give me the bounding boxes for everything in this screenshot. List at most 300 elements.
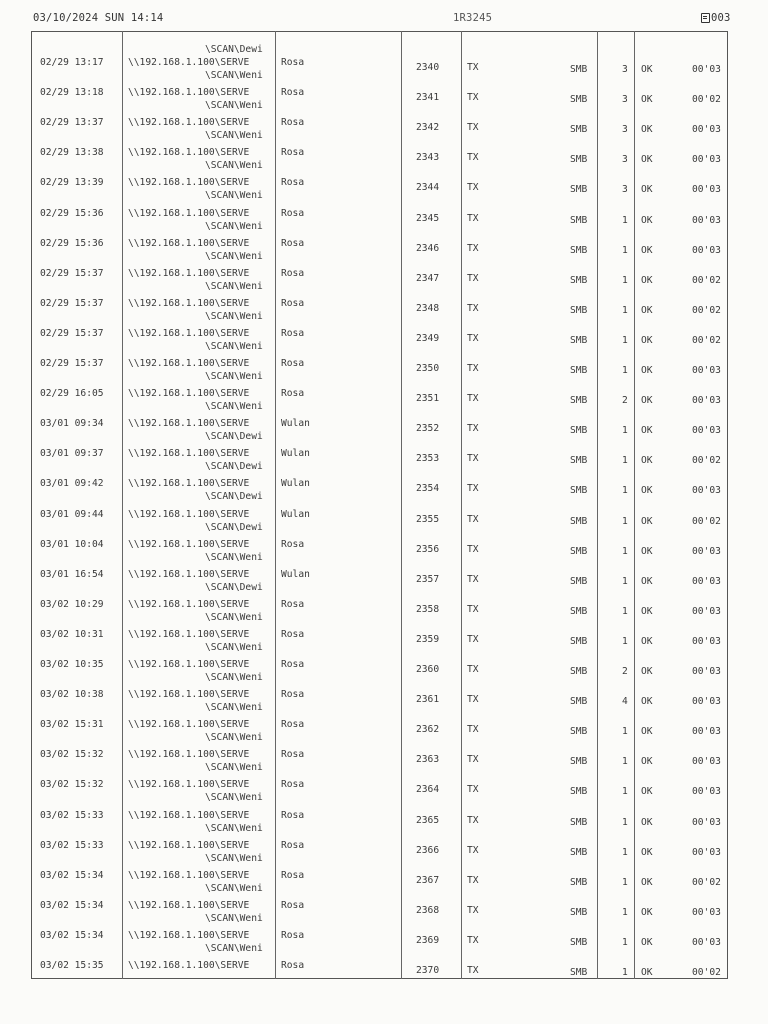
scan-folder: \SCAN\Dewi [205,461,263,473]
log-protocol: SMB [570,244,588,256]
log-server-path: \\192.168.1.100\SERVE [128,297,250,309]
log-result: OK [641,515,653,527]
log-user-name: Wulan [281,448,310,460]
log-date: 03/01 09:44 [40,508,104,520]
log-type: TX [467,332,479,344]
log-protocol: SMB [570,184,588,196]
log-result: OK [641,846,653,858]
log-job-number: 2350 [416,363,440,374]
log-duration: 00'03 [692,365,721,376]
log-pages: 1 [622,605,628,617]
log-result: OK [641,575,653,587]
log-duration: 00'03 [692,124,721,136]
log-date: 03/01 09:34 [40,418,104,430]
log-date: 02/29 16:05 [40,388,104,400]
log-type: TX [467,152,479,164]
log-user-name: Rosa [281,659,305,670]
log-result: OK [641,455,653,467]
log-result: OK [641,154,653,166]
log-duration: 00'02 [692,455,721,467]
scan-folder: \SCAN\Weni [205,822,263,834]
scan-folder: \SCAN\Weni [205,762,263,774]
log-result: OK [641,244,653,256]
log-pages: 1 [622,906,628,918]
log-type: TX [467,363,479,374]
log-protocol: SMB [570,425,588,437]
log-job-number: 2342 [416,122,440,134]
log-job-number: 2358 [416,603,440,615]
log-protocol: SMB [570,274,588,286]
log-user-name: Rosa [281,388,305,400]
log-protocol: SMB [570,816,588,828]
log-duration: 00'03 [692,696,721,708]
log-server-path: \\192.168.1.100\SERVE [128,809,250,821]
log-result: OK [641,214,653,226]
log-job-number: 2345 [416,212,440,224]
log-job-number: 2347 [416,272,440,284]
log-server-path: \\192.168.1.100\SERVE [128,659,250,670]
log-type: TX [467,904,479,916]
log-pages: 1 [622,575,628,587]
log-protocol: SMB [570,786,588,798]
log-type: TX [467,423,479,435]
log-pages: 3 [622,64,628,75]
log-user-name: Rosa [281,899,305,911]
log-type: TX [467,664,479,675]
log-job-number: 2346 [416,242,440,254]
log-job-number: 2369 [416,934,440,946]
log-server-path: \\192.168.1.100\SERVE [128,117,250,129]
log-result: OK [641,425,653,437]
log-server-path: \\192.168.1.100\SERVE [128,358,250,369]
log-result: OK [641,666,653,677]
log-date: 03/02 10:38 [40,689,104,701]
scan-folder: \SCAN\Weni [205,732,263,744]
log-result: OK [641,876,653,888]
scan-folder: \SCAN\Dewi [205,521,263,533]
log-duration: 00'03 [692,214,721,226]
log-user-name: Rosa [281,297,305,309]
log-type: TX [467,633,479,645]
log-protocol: SMB [570,696,588,708]
scan-folder: \SCAN\Weni [205,280,263,292]
log-protocol: SMB [570,906,588,918]
scan-folder: \SCAN\Weni [205,702,263,714]
scan-folder: \SCAN\Dewi [205,491,263,503]
log-date: 02/29 13:17 [40,57,104,68]
scan-folder: \SCAN\Weni [205,641,263,653]
scan-folder: \SCAN\Dewi [205,431,263,443]
log-date: 03/02 15:32 [40,779,104,791]
log-job-number: 2362 [416,724,440,736]
column-divider [275,31,276,979]
log-date: 02/29 13:18 [40,87,104,99]
log-server-path: \\192.168.1.100\SERVE [128,869,250,881]
log-type: TX [467,724,479,736]
log-user-name: Rosa [281,538,305,550]
log-protocol: SMB [570,485,588,497]
log-job-number: 2370 [416,965,440,976]
log-date: 03/02 15:34 [40,869,104,881]
column-divider [122,31,123,979]
log-user-name: Wulan [281,508,310,520]
log-pages: 2 [622,395,628,407]
log-job-number: 2364 [416,784,440,796]
page-number-value: 003 [711,12,731,24]
log-duration: 00'02 [692,876,721,888]
log-server-path: \\192.168.1.100\SERVE [128,538,250,550]
log-user-name: Wulan [281,418,310,430]
log-type: TX [467,543,479,555]
log-pages: 2 [622,666,628,677]
log-duration: 00'02 [692,274,721,286]
log-type: TX [467,92,479,104]
log-server-path: \\192.168.1.100\SERVE [128,508,250,520]
log-date: 03/02 10:29 [40,598,104,610]
log-server-path: \\192.168.1.100\SERVE [128,628,250,640]
log-type: TX [467,302,479,314]
log-job-number: 2366 [416,844,440,856]
log-pages: 1 [622,786,628,798]
log-result: OK [641,184,653,196]
log-type: TX [467,934,479,946]
log-server-path: \\192.168.1.100\SERVE [128,388,250,400]
log-duration: 00'03 [692,605,721,617]
log-user-name: Rosa [281,628,305,640]
log-type: TX [467,603,479,615]
log-user-name: Rosa [281,749,305,761]
log-user-name: Rosa [281,358,305,369]
log-date: 03/02 15:34 [40,929,104,941]
log-result: OK [641,545,653,557]
log-date: 02/29 13:37 [40,117,104,129]
log-job-number: 2340 [416,62,440,73]
log-date: 03/02 10:35 [40,659,104,670]
log-duration: 00'03 [692,936,721,948]
log-result: OK [641,816,653,828]
log-pages: 1 [622,425,628,437]
log-job-number: 2355 [416,513,440,525]
log-server-path: \\192.168.1.100\SERVE [128,839,250,851]
log-date: 03/01 16:54 [40,568,104,580]
log-job-number: 2354 [416,483,440,495]
log-pages: 1 [622,936,628,948]
log-server-path: \\192.168.1.100\SERVE [128,598,250,610]
log-date: 02/29 15:37 [40,358,104,369]
log-protocol: SMB [570,876,588,888]
log-result: OK [641,274,653,286]
log-duration: 00'02 [692,967,721,978]
log-date: 03/01 09:42 [40,478,104,490]
scan-folder: \SCAN\Weni [205,100,263,112]
scan-folder: \SCAN\Weni [205,340,263,352]
log-job-number: 2353 [416,453,440,465]
log-type: TX [467,513,479,525]
log-user-name: Rosa [281,809,305,821]
log-pages: 3 [622,184,628,196]
log-type: TX [467,212,479,224]
log-protocol: SMB [570,304,588,316]
log-pages: 1 [622,214,628,226]
log-pages: 1 [622,846,628,858]
log-protocol: SMB [570,124,588,136]
log-job-number: 2368 [416,904,440,916]
log-duration: 00'02 [692,334,721,346]
log-type: TX [467,272,479,284]
scan-folder: \SCAN\Weni [205,401,263,413]
log-date: 02/29 13:38 [40,147,104,159]
fax-icon [701,13,710,23]
log-type: TX [467,483,479,495]
log-duration: 00'03 [692,425,721,437]
log-user-name: Rosa [281,117,305,129]
log-user-name: Rosa [281,327,305,339]
log-job-number: 2343 [416,152,440,164]
log-result: OK [641,485,653,497]
log-user-name: Rosa [281,689,305,701]
log-date: 02/29 15:37 [40,327,104,339]
log-date: 03/02 15:33 [40,839,104,851]
log-server-path: \\192.168.1.100\SERVE [128,57,250,68]
log-result: OK [641,967,653,978]
log-server-path: \\192.168.1.100\SERVE [128,448,250,460]
log-type: TX [467,453,479,465]
scan-folder: \SCAN\Weni [205,912,263,924]
log-protocol: SMB [570,455,588,467]
log-job-number: 2361 [416,694,440,706]
log-user-name: Rosa [281,869,305,881]
log-date: 03/02 15:33 [40,809,104,821]
log-result: OK [641,94,653,106]
log-pages: 1 [622,274,628,286]
log-pages: 1 [622,635,628,647]
log-pages: 1 [622,967,628,978]
log-server-path: \\192.168.1.100\SERVE [128,267,250,279]
log-date: 02/29 15:37 [40,267,104,279]
log-pages: 3 [622,94,628,106]
log-job-number: 2352 [416,423,440,435]
log-pages: 1 [622,545,628,557]
log-duration: 00'02 [692,304,721,316]
log-protocol: SMB [570,666,588,677]
log-user-name: Rosa [281,57,305,68]
log-result: OK [641,365,653,376]
log-result: OK [641,936,653,948]
log-server-path: \\192.168.1.100\SERVE [128,207,250,219]
log-type: TX [467,965,479,976]
log-pages: 1 [622,876,628,888]
log-result: OK [641,304,653,316]
log-date: 02/29 15:37 [40,297,104,309]
log-server-path: \\192.168.1.100\SERVE [128,147,250,159]
scan-folder: \SCAN\Weni [205,130,263,142]
scan-folder: \SCAN\Weni [205,551,263,563]
log-duration: 00'03 [692,635,721,647]
log-protocol: SMB [570,635,588,647]
log-duration: 00'03 [692,816,721,828]
log-pages: 1 [622,816,628,828]
log-job-number: 2367 [416,874,440,886]
log-protocol: SMB [570,726,588,738]
log-server-path: \\192.168.1.100\SERVE [128,779,250,791]
log-user-name: Rosa [281,960,305,971]
scan-folder: \SCAN\Weni [205,792,263,804]
log-result: OK [641,756,653,768]
log-result: OK [641,726,653,738]
log-duration: 00'02 [692,94,721,106]
log-user-name: Rosa [281,929,305,941]
log-protocol: SMB [570,756,588,768]
log-server-path: \\192.168.1.100\SERVE [128,719,250,731]
log-user-name: Wulan [281,568,310,580]
log-server-path: \\192.168.1.100\SERVE [128,689,250,701]
log-duration: 00'03 [692,786,721,798]
log-protocol: SMB [570,575,588,587]
log-result: OK [641,906,653,918]
log-duration: 00'03 [692,666,721,677]
log-server-path: \\192.168.1.100\SERVE [128,87,250,99]
scan-folder: \SCAN\Weni [205,70,263,81]
log-user-name: Rosa [281,207,305,219]
log-job-number: 2363 [416,754,440,766]
log-job-number: 2341 [416,92,440,104]
log-pages: 1 [622,455,628,467]
scan-folder: \SCAN\Weni [205,310,263,322]
log-duration: 00'03 [692,756,721,768]
column-divider [461,31,462,979]
log-pages: 1 [622,244,628,256]
scan-folder: \SCAN\Weni [205,852,263,864]
log-duration: 00'03 [692,154,721,166]
log-result: OK [641,124,653,136]
log-job-number: 2349 [416,332,440,344]
scan-folder: \SCAN\Weni [205,220,263,232]
log-user-name: Rosa [281,177,305,189]
log-duration: 00'02 [692,515,721,527]
log-server-path: \\192.168.1.100\SERVE [128,960,250,971]
log-type: TX [467,844,479,856]
log-type: TX [467,62,479,73]
log-server-path: \\192.168.1.100\SERVE [128,237,250,249]
log-server-path: \\192.168.1.100\SERVE [128,899,250,911]
log-user-name: Rosa [281,598,305,610]
log-pages: 1 [622,485,628,497]
log-result: OK [641,696,653,708]
log-type: TX [467,573,479,585]
log-protocol: SMB [570,605,588,617]
log-table [31,31,728,979]
log-protocol: SMB [570,64,588,75]
log-date: 03/02 15:32 [40,749,104,761]
log-job-number: 2351 [416,393,440,405]
log-type: TX [467,814,479,826]
log-protocol: SMB [570,395,588,407]
log-type: TX [467,393,479,405]
log-date: 03/02 15:34 [40,899,104,911]
scan-folder: \SCAN\Weni [205,160,263,172]
log-protocol: SMB [570,334,588,346]
log-protocol: SMB [570,846,588,858]
log-duration: 00'03 [692,575,721,587]
log-duration: 00'03 [692,485,721,497]
log-type: TX [467,122,479,134]
log-protocol: SMB [570,936,588,948]
log-job-number: 2356 [416,543,440,555]
column-divider [401,31,402,979]
log-protocol: SMB [570,214,588,226]
log-job-number: 2365 [416,814,440,826]
log-server-path: \\192.168.1.100\SERVE [128,418,250,430]
column-divider [634,31,635,979]
scan-folder: \SCAN\Weni [205,882,263,894]
scan-folder: \SCAN\Weni [205,672,263,683]
log-result: OK [641,334,653,346]
log-user-name: Rosa [281,147,305,159]
log-job-number: 2359 [416,633,440,645]
log-duration: 00'03 [692,726,721,738]
scan-folder: \SCAN\Dewi [205,44,263,55]
page-number [701,12,731,24]
log-date: 03/02 15:35 [40,960,104,971]
log-duration: 00'03 [692,846,721,858]
scan-folder: \SCAN\Weni [205,190,263,202]
log-pages: 1 [622,515,628,527]
log-job-number: 2344 [416,182,440,194]
log-date: 02/29 15:36 [40,207,104,219]
log-duration: 00'03 [692,244,721,256]
log-type: TX [467,182,479,194]
log-result: OK [641,786,653,798]
log-pages: 1 [622,365,628,376]
log-protocol: SMB [570,365,588,376]
log-pages: 3 [622,154,628,166]
log-date: 03/02 15:31 [40,719,104,731]
log-server-path: \\192.168.1.100\SERVE [128,177,250,189]
scan-folder: \SCAN\Weni [205,371,263,382]
log-user-name: Rosa [281,839,305,851]
scan-folder: \SCAN\Weni [205,250,263,262]
column-divider [597,31,598,979]
log-user-name: Rosa [281,779,305,791]
log-server-path: \\192.168.1.100\SERVE [128,568,250,580]
log-duration: 00'03 [692,545,721,557]
log-protocol: SMB [570,967,588,978]
log-user-name: Wulan [281,478,310,490]
log-duration: 00'03 [692,64,721,75]
report-datetime: 03/10/2024 SUN 14:14 [33,12,164,24]
log-type: TX [467,754,479,766]
scan-folder: \SCAN\Weni [205,942,263,954]
log-user-name: Rosa [281,267,305,279]
log-server-path: \\192.168.1.100\SERVE [128,929,250,941]
log-duration: 00'03 [692,184,721,196]
log-duration: 00'03 [692,395,721,407]
log-result: OK [641,635,653,647]
scan-folder: \SCAN\Dewi [205,581,263,593]
log-protocol: SMB [570,515,588,527]
log-pages: 1 [622,304,628,316]
log-pages: 1 [622,334,628,346]
log-job-number: 2348 [416,302,440,314]
log-duration: 00'03 [692,906,721,918]
log-result: OK [641,605,653,617]
log-type: TX [467,694,479,706]
log-pages: 1 [622,756,628,768]
log-user-name: Rosa [281,237,305,249]
log-type: TX [467,874,479,886]
log-type: TX [467,242,479,254]
log-result: OK [641,64,653,75]
